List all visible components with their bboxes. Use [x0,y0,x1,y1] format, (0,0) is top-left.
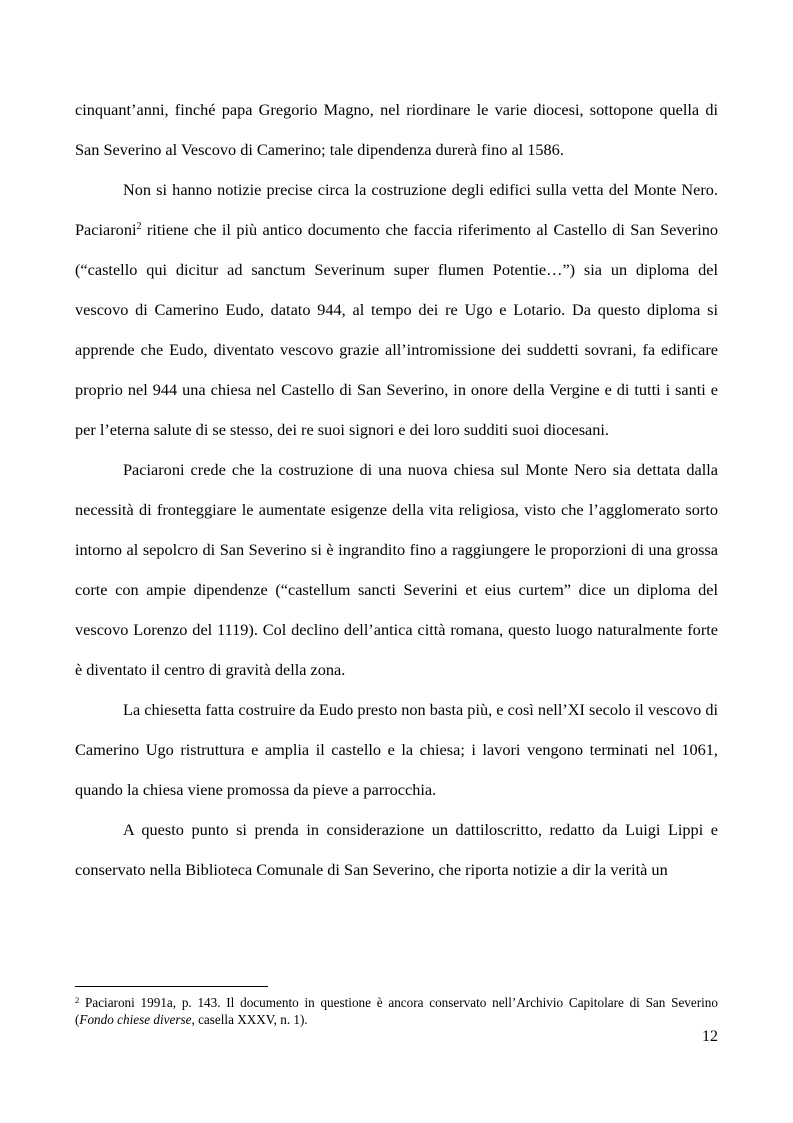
paragraph-1: cinquant’anni, finché papa Gregorio Magno, nel riordinare le varie diocesi, sottopone quella di San Severino al Vescovo di Camerino; tale dipendenza durerà fino al 1586. [75,100,718,159]
page-number: 12 [702,1028,718,1045]
footnote-italic-title: Fondo chiese diverse [79,1012,192,1027]
paragraph-4: La chiesetta fatta costruire da Eudo presto non basta più, e così nell’XI secolo il vescovo di Camerino Ugo ristruttura e amplia il castello e la chiesa; i lavori vengono terminati nel 1061, quando la chiesa viene promossa da pieve a parrocchia. [75,700,718,799]
paragraph-3: Paciaroni crede che la costruzione di una nuova chiesa sul Monte Nero sia dettata dalla necessità di fronteggiare le aumentate esigenze della vita religiosa, visto che l’agglomerato sorto intorno al sepolcro di San Severino si è ingrandito fino a raggiungere le proporzioni di una grossa corte con ampie dipendenze (“castellum sancti Severini et eius curtem” dice un diploma del vescovo Lorenzo del 1119). Col declino dell’antica città romana, questo luogo naturalmente forte è diventato il centro di gravità della zona. [75,460,718,679]
paragraph-2: Non si hanno notizie precise circa la costruzione degli edifici sulla vetta del Monte Nero. Paciaroni$^2$ ritiene che il più antico documento che faccia riferimento al Castello di San Severino (“castello qui dicitur ad sanctum Severinum super flumen Potentie…”) sia un diploma del vescovo di Camerino Eudo, datato 944, al tempo dei re Ugo e Lotario. Da questo diploma si apprende che Eudo, diventato vescovo grazie all’intromissione dei suddetti sovrani, fa edificare proprio nel 944 una chiesa nel Castello di San Severino, in onore della Vergine e di tutti i santi e per l’eterna salute di se stesso, dei re suoi signori e dei loro sudditi suoi diocesani. [75,180,718,439]
footnote-marker: 2 [75,995,80,1005]
paragraph-5: A questo punto si prenda in considerazione un dattiloscritto, redatto da Luigi Lippi e conservato nella Biblioteca Comunale di San Severino, che riporta notizie a dir la verità un [75,820,718,879]
body-text [75,90,718,890]
footnote-separator [75,986,268,987]
footnote-reference[interactable]: 2 [136,221,142,232]
footnote: $^2$ Paciaroni 1991a, p. 143. Il documento in questione è ancora conservato nell’Archivio Capitolare di San Severino (Fondo chiese diverse, casella XXXV, n. 1). [75,995,718,1027]
